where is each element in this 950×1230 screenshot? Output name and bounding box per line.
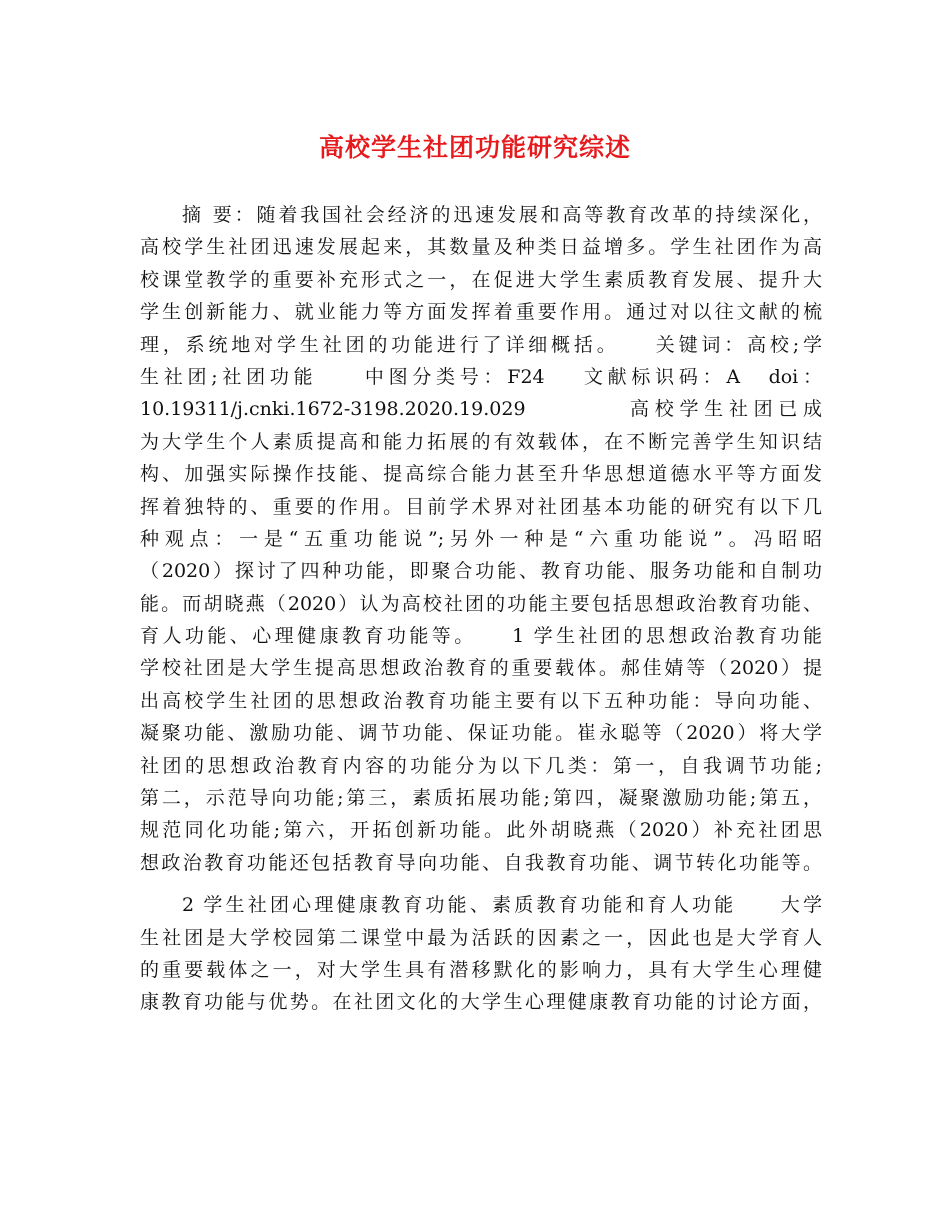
text-line: 学生创新能力、就业能力等方面发挥着重要作用。通过对以往文献的梳 <box>140 301 822 324</box>
text-line: 能。而胡晓燕（2020）认为高校社团的功能主要包括思想政治教育功能、 <box>140 592 822 615</box>
text-line: 高校学生社团迅速发展起来，其数量及种类日益增多。学生社团作为高 <box>140 236 822 259</box>
paragraph-section-2 <box>140 889 822 1019</box>
text-line: 生社团是大学校园第二课堂中最为活跃的因素之一，因此也是大学育人 <box>140 926 822 949</box>
text-line: 第二，示范导向功能;第三，素质拓展功能;第四，凝聚激励功能;第五， <box>140 787 822 810</box>
document-body <box>140 199 822 1019</box>
paragraph-abstract <box>140 199 822 879</box>
document-title: 高校学生社团功能研究综述 <box>318 133 631 162</box>
text-line: 育人功能、心理健康教育功能等。 1 学生社团的思想政治教育功能 <box>140 625 822 648</box>
text-line: 理，系统地对学生社团的功能进行了详细概括。 关键词：高校;学 <box>140 333 822 356</box>
text-line: （2020）探讨了四种功能，即聚合功能、教育功能、服务功能和自制功 <box>140 560 822 583</box>
text-line: 出高校学生社团的思想政治教育功能主要有以下五种功能：导向功能、 <box>140 689 822 712</box>
text-line: 为大学生个人素质提高和能力拓展的有效载体，在不断完善学生知识结 <box>140 430 822 453</box>
paragraph-gap <box>140 879 822 889</box>
text-line: 康教育功能与优势。在社团文化的大学生心理健康教育功能的讨论方面， <box>140 991 822 1014</box>
text-line: 的重要载体之一，对大学生具有潜移默化的影响力，具有大学生心理健 <box>140 958 822 981</box>
text-line: 10.19311/j.cnki.1672-3198.2020.19.029 高校学生社团已成 <box>140 398 822 421</box>
text-line: 2 学生社团心理健康教育功能、素质教育功能和育人功能 大学 <box>182 894 822 917</box>
text-line: 校课堂教学的重要补充形式之一，在促进大学生素质教育发展、提升大 <box>140 268 822 291</box>
text-line: 社团的思想政治教育内容的功能分为以下几类：第一，自我调节功能; <box>140 754 822 777</box>
text-line: 想政治教育功能还包括教育导向功能、自我教育功能、调节转化功能等。 <box>140 851 822 874</box>
text-line: 种观点：一是“五重功能说”;另外一种是“六重功能说”。冯昭昭 <box>140 527 822 550</box>
text-line: 生社团;社团功能 中图分类号：F24 文献标识码：A doi： <box>140 365 822 388</box>
text-line: 挥着独特的、重要的作用。目前学术界对社团基本功能的研究有以下几 <box>140 495 822 518</box>
text-line: 凝聚功能、激励功能、调节功能、保证功能。崔永聪等（2020）将大学 <box>140 722 822 745</box>
text-line: 摘 要：随着我国社会经济的迅速发展和高等教育改革的持续深化， <box>182 204 822 226</box>
text-line: 规范同化功能;第六，开拓创新功能。此外胡晓燕（2020）补充社团思 <box>140 819 822 842</box>
text-line: 学校社团是大学生提高思想政治教育的重要载体。郝佳婧等（2020）提 <box>140 657 822 680</box>
text-line: 构、加强实际操作技能、提高综合能力甚至升华思想道德水平等方面发 <box>140 463 822 486</box>
